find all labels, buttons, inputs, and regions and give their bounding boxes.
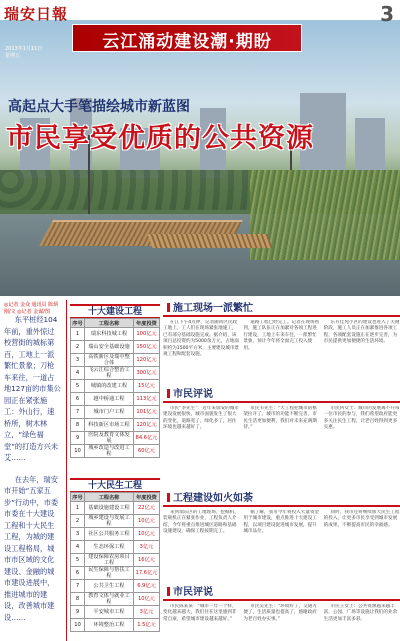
project-name: 城乡建设与发展工程 xyxy=(85,515,134,528)
col-header: 序号 xyxy=(72,320,83,327)
text-column xyxy=(324,510,400,582)
wooden-boardwalk-extension xyxy=(147,234,272,248)
text-column xyxy=(243,510,319,582)
page-number: 3 xyxy=(380,2,394,26)
project-name: 生态环保工程 xyxy=(85,541,134,554)
project-name: 平安城市工程 xyxy=(85,606,134,619)
reeds xyxy=(250,170,400,260)
text-column xyxy=(163,604,239,640)
project-name: 公共卫生工程 xyxy=(85,580,134,593)
article-text: 在江下午4点钟，记者随同区民政工地上，工人们在现场紧张地施工，已有部分基础设施完成。据介绍，该项目总投资约为5000余万元，占地面积约为1500平方米，主要建设城市景观工程和配套设施。 xyxy=(163,320,240,358)
table-row xyxy=(71,554,160,567)
text-column xyxy=(163,320,239,384)
text-column xyxy=(324,604,400,640)
column-divider xyxy=(66,300,67,641)
investment: 17.6亿元 xyxy=(134,567,160,580)
row-index: 7 xyxy=(71,406,85,419)
table-row xyxy=(71,328,160,341)
article-text: 市民“李先生”：近年来瑞安的城市建设发展很快，城市面貌发生了很大的变化，道路宽了，绿化多了，居住环境也越来越好了。 xyxy=(163,406,239,431)
table-row xyxy=(71,528,160,541)
table-row xyxy=(71,341,160,354)
col-header: 序号 xyxy=(72,494,83,501)
table-title: 十大民生工程 xyxy=(70,478,160,492)
project-name: 医院及教育文体发展 xyxy=(85,432,134,445)
table-grid xyxy=(70,492,160,632)
investment: 150亿元 xyxy=(134,341,160,354)
section-heading: 市民评说 xyxy=(163,586,400,601)
table-row xyxy=(71,606,160,619)
investment: 15亿元 xyxy=(134,380,160,393)
text-column xyxy=(324,406,400,486)
row-index: 9 xyxy=(71,432,85,445)
intro-paragraph: 东平桩经104年前，重外惊过校营街的城标第百，工地上一派繁忙景象；刀枪车来往，一道占地127亩的市集公园正在紧张施工：外山行，速桥所，树木林立，“绿色福堂”的打造方兴未艾…… xyxy=(4,315,61,462)
article-text: 来到瑞东区的工地现场，挖掘机、装载机正在紧张作业，工程负责人介绍，今年将重点推进城区道路和基础设施建设，确保工程按期完工。 xyxy=(163,510,239,535)
table-header-row xyxy=(71,493,160,502)
row-index: 5 xyxy=(71,380,85,393)
investment: 101亿元 xyxy=(134,406,160,419)
table-row xyxy=(71,432,160,445)
project-name: 瑞山安全基础设施 xyxy=(85,341,134,354)
table-title: 十大建设工程 xyxy=(70,304,160,318)
table-row xyxy=(71,419,160,432)
project-name: 城镇的改建工程 xyxy=(85,380,134,393)
row-index: 4 xyxy=(71,541,85,554)
article-text: 市民吴先生：“环境好了，交通方便了，生活质量也提高了，感谢政府为老百姓办实事。” xyxy=(243,604,317,622)
section-construction-progress xyxy=(163,492,400,582)
investment: 300亿元 xyxy=(134,367,160,380)
article-text: 据了解，我市今年将投入大量资金用于城市建设，重点推进十大建设工程，以项目建设促进城市发展，提升城市品位。 xyxy=(243,510,320,535)
table-row xyxy=(71,367,160,380)
section-citizen-comments xyxy=(163,388,400,488)
investment: 16亿元 xyxy=(134,554,160,567)
intro-paragraph: 在去年，瑞安市开始“五家五步”行动中，市委市委在十大建设工程和十大民生工程，为城的建设工程格局，城市市区域的文化建设、金融的城市建设进展中，推进城市的建设，改善城市建设…… xyxy=(4,474,59,622)
investment: 6.9亿元 xyxy=(134,580,160,593)
article-text: 市民陈某某：“城市一年一个样，变化越来越大，我们住在这里感到非常自豪，希望城市建设越来越好。” xyxy=(163,604,237,622)
building xyxy=(355,118,385,178)
project-name: 建设保障农房项目工程 xyxy=(85,554,134,567)
section-citizen-comments-2 xyxy=(163,586,400,640)
table-row xyxy=(71,502,160,515)
table-row xyxy=(71,580,160,593)
project-name: 教育文体与就业工程 xyxy=(85,593,134,606)
topic-banner-text: 云江涌动建设潮·期盼 xyxy=(102,32,272,52)
section-heading: 施工现场一派繁忙 xyxy=(163,302,400,317)
text-column xyxy=(243,406,319,486)
text-column xyxy=(243,604,319,640)
table-row xyxy=(71,393,160,406)
investment: 3亿元 xyxy=(134,541,160,554)
investment: 60亿元 xyxy=(134,445,160,458)
row-index: 6 xyxy=(71,567,85,580)
row-index: 7 xyxy=(71,580,85,593)
table-row xyxy=(71,445,160,458)
article-text: 同时，我市还将继续加大民生工程的投入，让更多市民享受到城市发展的成果，不断提高市民的幸福感。 xyxy=(323,510,400,528)
investment: 113亿元 xyxy=(134,393,160,406)
row-index: 6 xyxy=(71,393,85,406)
edition-info xyxy=(5,46,63,60)
project-name: 城市门户工程 xyxy=(85,406,134,419)
row-index: 5 xyxy=(71,554,85,567)
livelihood-projects-table xyxy=(70,478,160,632)
project-name: 科技新区市场工程 xyxy=(85,419,134,432)
row-index: 2 xyxy=(71,515,85,528)
row-index: 1 xyxy=(71,328,85,341)
section-construction-busy xyxy=(163,302,400,384)
masthead xyxy=(0,0,400,44)
article-text: 东方佳苑小区的建设也进入了关键阶段，施工人员正在加紧推进各项工程，各项配套设施正在逐步完善，为市民提供更加便捷的生活环境。 xyxy=(323,320,400,345)
table-row xyxy=(71,541,160,554)
section-heading: 市民评说 xyxy=(163,388,400,403)
row-index: 2 xyxy=(71,341,85,354)
table-row xyxy=(71,515,160,528)
section-columns xyxy=(163,406,400,486)
project-name: 民生保障与帮扶工程 xyxy=(85,567,134,580)
investment: 10亿元 xyxy=(134,593,160,606)
investment: 10亿元 xyxy=(134,515,160,528)
project-name: 越中桥通工程 xyxy=(85,393,134,406)
text-column xyxy=(163,406,239,486)
project-name: 城乡改造与改进工程 xyxy=(85,445,134,458)
project-name: 基础设施建设工程 xyxy=(85,502,134,515)
section-heading: 工程建设如火如荼 xyxy=(163,492,400,507)
article-text: 市民何女士：城市的发展离不开每一位市民的参与，我们希望政府能更多关注民生工程，让老百姓得到更多实惠。 xyxy=(323,406,400,431)
text-column xyxy=(243,320,319,384)
article-text: 市民王女士：公共资源越来越丰富，公园、广场等设施让我们的业余生活更加丰富多彩。 xyxy=(323,604,398,622)
project-name: 瑞东科技城工程 xyxy=(85,328,134,341)
project-name: 社区公共服务工程 xyxy=(85,528,134,541)
text-column xyxy=(324,320,400,384)
table-row xyxy=(71,567,160,580)
row-index: 8 xyxy=(71,593,85,606)
col-header: 年度投资 xyxy=(134,319,160,328)
investment: 84.6亿元 xyxy=(134,432,160,445)
row-index: 4 xyxy=(71,367,85,380)
investment: 3亿元 xyxy=(134,606,160,619)
article-text: 市民韦先生：“大工程把城市的框架拉开了，城市的功能不断完善，市民生活更加便利，我们对未来充满期待。” xyxy=(243,406,317,431)
col-header: 工程名称 xyxy=(85,493,134,502)
col-header: 年度投资 xyxy=(134,493,160,502)
row-index: 10 xyxy=(71,619,85,632)
row-index: 9 xyxy=(71,606,85,619)
table-row xyxy=(71,593,160,606)
table-row xyxy=(71,380,160,393)
investment: 1.5亿元 xyxy=(134,619,160,632)
construction-projects-table xyxy=(70,304,160,458)
row-index: 1 xyxy=(71,502,85,515)
kicker-headline: 高起点大手笔描绘城市新蓝图 xyxy=(8,99,190,115)
table-row xyxy=(71,406,160,419)
row-index: 3 xyxy=(71,528,85,541)
hero-photo xyxy=(0,20,400,296)
intro-text xyxy=(4,314,61,633)
edition-weekday: 星期五 xyxy=(5,53,21,59)
project-name: 飞云江综合整治工程 xyxy=(85,367,134,380)
table-row xyxy=(71,619,160,632)
col-header: 工程名称 xyxy=(85,319,134,328)
edition-date: 2013年1月11日 xyxy=(5,46,43,52)
table-grid xyxy=(70,318,160,458)
section-columns xyxy=(163,320,400,384)
row-index: 3 xyxy=(71,354,85,367)
byline: ◎记者 金众 通讯员 陈炳刚/文 ◎记者 金谋/图 xyxy=(4,302,59,315)
row-index: 10 xyxy=(71,445,85,458)
investment: 120亿元 xyxy=(134,419,160,432)
table-row xyxy=(71,354,160,367)
article-text: 道路工程已经完工。记者在现场看到，施工队伍正在加紧对各项工程进行建设，工地上车来车往，一派繁忙景象，预计今年将全面完工投入使用。 xyxy=(243,320,320,351)
investment: 120亿元 xyxy=(134,354,160,367)
main-headline: 市民享受优质的公共资源 xyxy=(6,123,314,154)
section-columns xyxy=(163,604,400,640)
table-header-row xyxy=(71,319,160,328)
left-column xyxy=(0,300,64,641)
investment: 100亿元 xyxy=(134,328,160,341)
project-name: 环境整治工程 xyxy=(85,619,134,632)
text-column xyxy=(163,510,239,582)
section-columns xyxy=(163,510,400,582)
newspaper-logo: 瑞安日報 xyxy=(4,5,69,23)
row-index: 8 xyxy=(71,419,85,432)
investment: 10亿元 xyxy=(134,528,160,541)
investment: 22亿元 xyxy=(134,502,160,515)
project-name: 高铁新区及瑞中整合体 xyxy=(85,354,134,367)
